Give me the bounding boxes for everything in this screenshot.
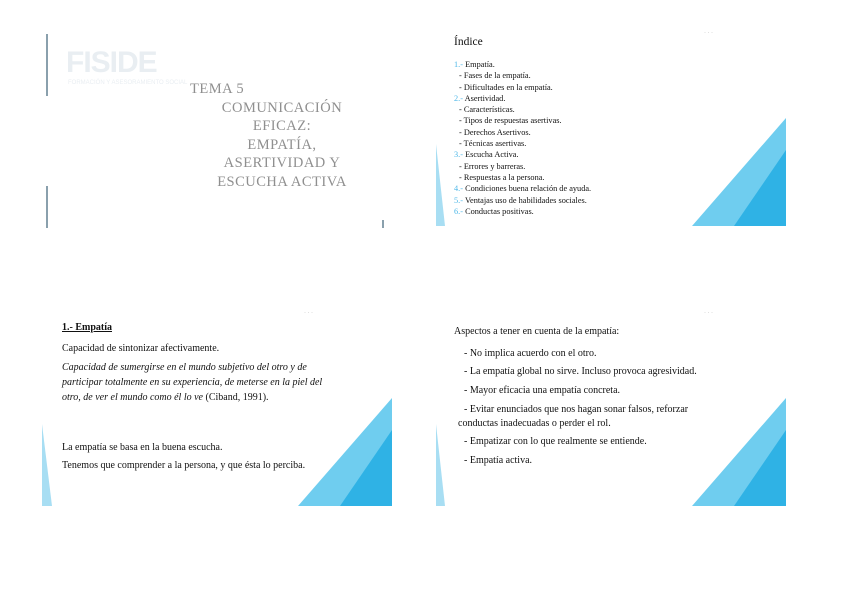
- index-heading: Índice: [454, 36, 483, 48]
- list-item-continuation: conductas inadecuadas o perder el rol.: [458, 418, 611, 429]
- list-item: - No implica acuerdo con el otro.: [464, 348, 597, 359]
- slide-index: [436, 32, 788, 228]
- paragraph: Tenemos que comprender a la persona, y que ésta lo perciba.: [62, 460, 306, 471]
- index-item: 2.- Asertividad.: [454, 93, 506, 103]
- title-line: TEMA 5: [190, 81, 245, 97]
- index-subitem: - Fases de la empatía.: [459, 71, 531, 81]
- slide-empatia: [42, 312, 394, 508]
- index-item: 3.- Escucha Activa.: [454, 150, 519, 160]
- title-line: ASERTIVIDAD Y: [223, 155, 341, 171]
- index-item: 5.- Ventajas uso de habilidades sociales.: [454, 195, 587, 205]
- index-subitem: - Dificultades en la empatía.: [459, 82, 553, 92]
- index-list: [454, 59, 591, 217]
- index-subitem: - Características.: [459, 105, 515, 115]
- definition-text: Capacidad de sintonizar afectivamente.: [62, 343, 220, 354]
- slide-border-mark: [46, 186, 48, 228]
- index-item: 1.- Empatía.: [454, 60, 495, 69]
- section-heading: Aspectos a tener en cuenta de la empatía:: [454, 326, 620, 337]
- title-line: EFICAZ:: [252, 118, 312, 134]
- fiside-logo: FISIDE: [66, 46, 157, 79]
- slide-dots: · · ·: [704, 312, 713, 316]
- list-item: - Mayor eficacia una empatía concreta.: [464, 385, 621, 396]
- title-line: EMPATÍA,: [247, 136, 317, 153]
- slide-border-mark: [46, 34, 48, 96]
- fiside-logo-subtitle: FORMACIÓN Y ASESORAMIENTO SOCIAL: [68, 80, 188, 86]
- slide-dots: · · ·: [304, 312, 313, 316]
- list-item: - Empatizar con lo que realmente se entiende.: [464, 436, 647, 447]
- paragraph: La empatía se basa en la buena escucha.: [62, 442, 223, 453]
- index-subitem: - Errores y barreras.: [459, 161, 526, 171]
- quote-text: Capacidad de sumergirse en el mundo subjetivo del otro y de participar totalmente en su experiencia, de meterse en la piel del otro, de ver el mundo como él lo ve: [62, 362, 323, 403]
- slide-aspectos: [436, 312, 788, 508]
- slide-title: [42, 32, 394, 228]
- list-item: - Evitar enunciados que nos hagan sonar falsos, reforzar: [464, 404, 689, 415]
- section-heading: 1.- Empatía: [62, 322, 112, 333]
- quote-block: [62, 360, 324, 405]
- index-subitem: - Respuestas a la persona.: [459, 172, 545, 182]
- list-item: - La empatía global no sirve. Incluso provoca agresividad.: [464, 366, 697, 377]
- index-subitem: - Tipos de respuestas asertivas.: [459, 116, 562, 126]
- slide-dots: · · ·: [704, 32, 713, 36]
- index-subitem: - Derechos Asertivos.: [459, 127, 531, 137]
- index-item: 6.- Conductas positivas.: [454, 206, 534, 216]
- slide-border-mark: [382, 220, 384, 228]
- quote-reference: (Ciband, 1991).: [202, 392, 269, 403]
- list-item: - Empatía activa.: [464, 455, 533, 466]
- index-subitem: - Técnicas asertivas.: [459, 139, 527, 149]
- title-line: COMUNICACIÓN: [221, 99, 343, 116]
- title-line: ESCUCHA ACTIVA: [217, 173, 347, 190]
- index-item: 4.- Condiciones buena relación de ayuda.: [454, 184, 592, 194]
- slide-title-text: [182, 80, 382, 191]
